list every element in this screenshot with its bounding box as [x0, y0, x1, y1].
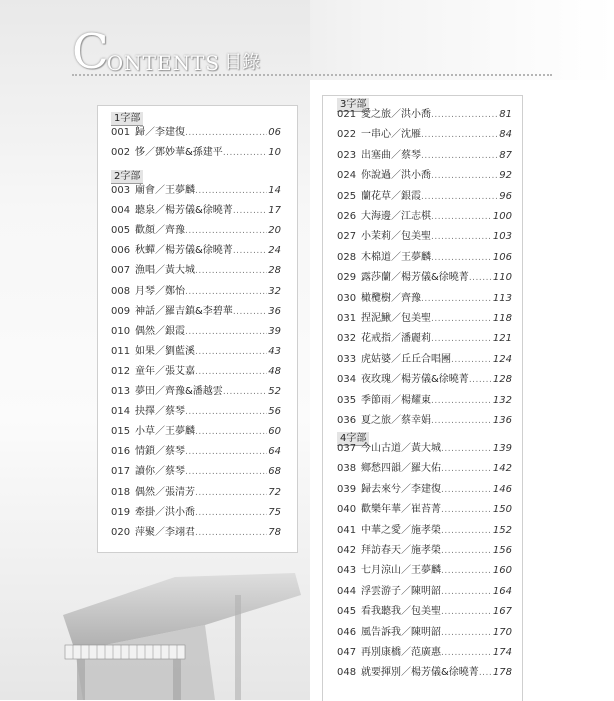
toc-entry[interactable]: [337, 312, 512, 326]
dot-leader: [223, 146, 267, 160]
toc-entry[interactable]: [337, 564, 512, 578]
entry-number: 014: [111, 406, 131, 418]
entry-page-number: 178: [492, 667, 512, 679]
entry-title: 木棉道／王夢麟: [361, 251, 431, 263]
toc-entry[interactable]: [111, 365, 281, 379]
title-divider: [72, 74, 552, 76]
dot-leader: [195, 264, 267, 278]
entry-title: 歸／李建復: [135, 127, 185, 138]
entry-number: 040: [337, 504, 357, 516]
toc-entry[interactable]: [337, 605, 512, 619]
section-label: 3字部: [337, 98, 369, 112]
piano-illustration: [55, 555, 305, 700]
entry-number: 024: [337, 170, 357, 182]
entry-page-number: 136: [492, 415, 512, 426]
entry-title: 廟會／王夢麟: [135, 185, 195, 196]
toc-entry[interactable]: [111, 204, 281, 218]
entry-title: 鄉愁四韻／羅大佑: [361, 463, 441, 475]
entry-number: 022: [337, 129, 357, 141]
entry-title: 漁唱／黃大城: [135, 265, 195, 277]
section-label: 2字部: [111, 170, 143, 184]
toc-entry[interactable]: [111, 305, 281, 319]
toc-entry[interactable]: [337, 108, 512, 122]
entry-number: 043: [337, 565, 357, 577]
toc-entry[interactable]: [111, 465, 281, 479]
entry-title: 小草／王夢麟: [135, 426, 195, 438]
dot-leader: [195, 345, 267, 359]
entry-page-number: 121: [492, 333, 512, 345]
toc-entry[interactable]: [337, 353, 512, 367]
dot-leader: [431, 414, 492, 428]
toc-entry[interactable]: [337, 544, 512, 558]
entry-page-number: 64: [268, 446, 281, 458]
entry-title: 露莎蘭／楊芳儀&徐曉菁: [361, 272, 469, 284]
dot-leader: [451, 353, 492, 367]
entry-number: 033: [337, 353, 357, 365]
entry-page-number: 150: [492, 504, 512, 516]
entry-page-number: 39: [268, 325, 281, 337]
page-title: [72, 24, 261, 80]
dot-leader: [195, 526, 267, 540]
dot-leader: [441, 626, 492, 640]
entry-page-number: 24: [268, 245, 281, 257]
toc-entry[interactable]: [111, 224, 281, 238]
entry-number: 019: [111, 506, 131, 518]
entry-number: 023: [337, 149, 357, 161]
title-letters: ONTENTS: [106, 51, 221, 75]
dot-leader: [185, 445, 267, 459]
entry-title: 萍聚／李翊君: [135, 526, 195, 538]
toc-entry[interactable]: [337, 210, 512, 224]
toc-entry[interactable]: [337, 169, 512, 183]
entry-number: 001: [111, 127, 131, 138]
entry-number: 048: [337, 667, 357, 679]
toc-entry[interactable]: [111, 506, 281, 520]
toc-entry[interactable]: [337, 230, 512, 244]
entry-page-number: 106: [492, 251, 512, 263]
entry-page-number: 100: [492, 211, 512, 222]
entry-number: 003: [111, 185, 131, 196]
entry-page-number: 10: [268, 147, 281, 159]
entry-page-number: 110: [492, 272, 512, 284]
dot-leader: [479, 666, 492, 680]
entry-page-number: 146: [492, 483, 512, 495]
entry-page-number: 32: [268, 285, 281, 297]
dot-leader: [233, 244, 267, 258]
entry-page-number: 132: [492, 394, 512, 406]
entry-number: 037: [337, 443, 357, 454]
entry-title: 小茉莉／包美聖: [361, 231, 431, 243]
entry-page-number: 36: [268, 305, 281, 317]
toc-entry[interactable]: [337, 394, 512, 408]
toc-entry[interactable]: [111, 126, 281, 140]
entry-page-number: 14: [268, 185, 281, 196]
toc-entry[interactable]: [337, 128, 512, 142]
entry-number: 036: [337, 415, 357, 426]
entry-page-number: 56: [268, 406, 281, 418]
dot-leader: [441, 462, 492, 476]
toc-entry[interactable]: [337, 585, 512, 599]
entry-page-number: 20: [268, 225, 281, 237]
entry-number: 026: [337, 211, 357, 222]
entry-title: 蘭花草／銀霞: [361, 190, 421, 202]
entry-title: 大海邊／江志棋: [361, 211, 431, 222]
entry-title: 牽掛／洪小喬: [135, 506, 195, 518]
entry-page-number: 43: [268, 345, 281, 357]
entry-title: 聽泉／楊芳儀&徐曉菁: [135, 205, 233, 217]
dot-leader: [469, 271, 492, 285]
title-initial: C: [72, 24, 109, 80]
dot-leader: [185, 465, 267, 479]
entry-title: 看我聽我／包美聖: [361, 606, 441, 618]
dot-leader: [441, 646, 492, 660]
entry-page-number: 142: [492, 463, 512, 475]
entry-page-number: 170: [492, 626, 512, 638]
entry-title: 歡樂年華／崔苔菁: [361, 504, 441, 516]
dot-leader: [441, 442, 492, 456]
entry-page-number: 156: [492, 545, 512, 556]
toc-entry[interactable]: [337, 332, 512, 346]
entry-number: 011: [111, 345, 131, 357]
entry-title: 愛之旅／洪小喬: [361, 109, 431, 120]
entry-number: 045: [337, 606, 357, 618]
entry-number: 044: [337, 585, 357, 597]
toc-entry[interactable]: [111, 244, 281, 258]
entry-number: 021: [337, 109, 357, 120]
entry-title: 橄欖樹／齊豫: [361, 292, 421, 304]
entry-page-number: 06: [268, 127, 281, 138]
entry-page-number: 87: [499, 149, 512, 161]
entry-title: 七月涼山／王夢麟: [361, 565, 441, 577]
entry-title: 季節雨／楊耀東: [361, 394, 431, 406]
entry-title: 再別康橋／范廣惠: [361, 647, 441, 658]
section-label: 1字部: [111, 112, 143, 126]
entry-page-number: 160: [492, 565, 512, 577]
dot-leader: [431, 210, 492, 224]
entry-title: 風告訴我／陳明韶: [361, 626, 441, 638]
entry-title: 拜訪春天／施孝榮: [361, 545, 441, 556]
dot-leader: [195, 506, 267, 520]
entry-page-number: 17: [268, 205, 281, 217]
dot-leader: [441, 524, 492, 538]
toc-entry[interactable]: [111, 425, 281, 439]
dot-leader: [469, 373, 492, 387]
entry-title: 今山古道／黃大城: [361, 443, 441, 454]
entry-title: 花戒指／潘麗莉: [361, 333, 431, 345]
entry-number: 006: [111, 245, 131, 257]
entry-number: 042: [337, 545, 357, 556]
dot-leader: [431, 332, 492, 346]
toc-entry[interactable]: [337, 666, 512, 680]
entry-page-number: 167: [492, 606, 512, 618]
entry-number: 038: [337, 463, 357, 475]
toc-entry[interactable]: [111, 486, 281, 500]
entry-title: 秋蟬／楊芳儀&徐曉菁: [135, 245, 233, 257]
dot-leader: [431, 169, 498, 183]
entry-number: 005: [111, 225, 131, 237]
entry-number: 041: [337, 524, 357, 536]
entry-number: 009: [111, 305, 131, 317]
entry-title: 歡顏／齊豫: [135, 225, 185, 237]
entry-title: 偶然／張清芳: [135, 486, 195, 498]
entry-title: 神話／羅吉鎮&李碧華: [135, 305, 233, 317]
entry-page-number: 48: [268, 365, 281, 377]
entry-page-number: 92: [499, 170, 512, 182]
dot-leader: [431, 108, 498, 122]
dot-leader: [233, 204, 267, 218]
entry-title: 偶然／銀霞: [135, 325, 185, 337]
entry-title: 抉擇／蔡琴: [135, 406, 185, 418]
dot-leader: [185, 325, 267, 339]
dot-leader: [441, 483, 492, 497]
entry-title: 出塞曲／蔡琴: [361, 149, 421, 161]
dot-leader: [431, 394, 492, 408]
dot-leader: [223, 385, 267, 399]
dot-leader: [233, 305, 267, 319]
entry-page-number: 81: [499, 109, 512, 120]
entry-number: 020: [111, 526, 131, 538]
toc-entry[interactable]: [111, 445, 281, 459]
entry-number: 032: [337, 333, 357, 345]
section-label: 4字部: [337, 432, 369, 446]
entry-title: 虎姑婆／丘丘合唱團: [361, 353, 451, 365]
dot-leader: [421, 149, 498, 163]
toc-entry[interactable]: [111, 325, 281, 339]
entry-number: 034: [337, 374, 357, 386]
entry-page-number: 75: [268, 506, 281, 518]
entry-title: 捏泥鰍／包美聖: [361, 313, 431, 324]
dot-leader: [441, 585, 492, 599]
entry-page-number: 118: [492, 313, 512, 324]
toc-entry[interactable]: [337, 414, 512, 428]
entry-number: 010: [111, 325, 131, 337]
entry-number: 035: [337, 394, 357, 406]
toc-entry[interactable]: [111, 405, 281, 419]
dot-leader: [185, 285, 267, 299]
dot-leader: [185, 224, 267, 238]
entry-title: 浮雲游子／陳明韶: [361, 585, 441, 597]
toc-entry[interactable]: [111, 526, 281, 540]
entry-number: 017: [111, 466, 131, 478]
entry-page-number: 84: [499, 129, 512, 141]
entry-page-number: 128: [492, 374, 512, 386]
toc-entry[interactable]: [337, 483, 512, 497]
toc-entry[interactable]: [111, 385, 281, 399]
dot-leader: [421, 128, 498, 142]
entry-title: 讀你／蔡琴: [135, 466, 185, 478]
dot-leader: [421, 190, 498, 204]
toc-entry[interactable]: [337, 626, 512, 640]
entry-number: 004: [111, 205, 131, 217]
entry-title: 恀／鄧妙華&孫建平: [135, 147, 223, 159]
entry-title: 中華之愛／施孝榮: [361, 524, 441, 536]
toc-entry[interactable]: [337, 462, 512, 476]
dot-leader: [441, 503, 492, 517]
entry-number: 027: [337, 231, 357, 243]
toc-entry[interactable]: [337, 292, 512, 306]
dot-leader: [195, 184, 267, 198]
entry-page-number: 60: [268, 426, 281, 438]
entry-title: 童年／張艾嘉: [135, 365, 195, 377]
entry-page-number: 78: [268, 526, 281, 538]
entry-page-number: 96: [499, 190, 512, 202]
entry-page-number: 72: [268, 486, 281, 498]
entry-number: 028: [337, 251, 357, 263]
entry-number: 007: [111, 265, 131, 277]
dot-leader: [195, 486, 267, 500]
toc-entry[interactable]: [337, 251, 512, 265]
toc-entry[interactable]: [337, 524, 512, 538]
entry-number: 039: [337, 483, 357, 495]
entry-number: 047: [337, 647, 357, 658]
entry-title: 歸去來兮／李建復: [361, 483, 441, 495]
entry-page-number: 68: [268, 466, 281, 478]
entry-page-number: 28: [268, 265, 281, 277]
entry-number: 013: [111, 386, 131, 397]
toc-entry[interactable]: [337, 149, 512, 163]
entry-number: 016: [111, 446, 131, 458]
dot-leader: [185, 405, 267, 419]
entry-title: 就要揮別／楊芳儀&徐曉菁: [361, 667, 479, 679]
toc-entry[interactable]: [337, 442, 512, 456]
toc-entry[interactable]: [337, 373, 512, 387]
dot-leader: [431, 251, 492, 265]
dot-leader: [195, 425, 267, 439]
entry-page-number: 174: [492, 647, 512, 658]
entry-number: 025: [337, 190, 357, 202]
entry-title: 情鎖／蔡琴: [135, 446, 185, 458]
entry-page-number: 52: [268, 386, 281, 397]
entry-page-number: 164: [492, 585, 512, 597]
entry-title: 夏之旅／蔡幸娟: [361, 415, 431, 426]
entry-number: 008: [111, 285, 131, 297]
entry-number: 012: [111, 365, 131, 377]
toc-entry[interactable]: [111, 184, 281, 198]
toc-entry[interactable]: [337, 190, 512, 204]
toc-entry[interactable]: [337, 271, 512, 285]
entry-page-number: 152: [492, 524, 512, 536]
dot-leader: [431, 312, 492, 326]
dot-leader: [441, 564, 492, 578]
entry-title: 夢田／齊豫&潘越雲: [135, 386, 223, 397]
entry-page-number: 103: [492, 231, 512, 243]
toc-entry[interactable]: [337, 503, 512, 517]
dot-leader: [441, 544, 492, 558]
entry-number: 015: [111, 426, 131, 438]
toc-entry[interactable]: [111, 264, 281, 278]
entry-number: 030: [337, 292, 357, 304]
toc-entry[interactable]: [111, 146, 281, 160]
toc-entry[interactable]: [337, 646, 512, 660]
entry-title: 你說過／洪小喬: [361, 170, 431, 182]
entry-title: 月琴／鄭怡: [135, 285, 185, 297]
entry-title: 如果／劉藍溪: [135, 345, 195, 357]
dot-leader: [195, 365, 267, 379]
entry-title: 夜玫瑰／楊芳儀&徐曉菁: [361, 374, 469, 386]
dot-leader: [421, 292, 492, 306]
entry-number: 031: [337, 313, 357, 324]
dot-leader: [431, 230, 492, 244]
entry-page-number: 124: [492, 353, 512, 365]
entry-title: 一串心／沈雁: [361, 129, 421, 141]
dot-leader: [185, 126, 267, 140]
toc-entry[interactable]: [111, 345, 281, 359]
entry-page-number: 113: [492, 292, 512, 304]
entry-number: 029: [337, 272, 357, 284]
entry-number: 002: [111, 147, 131, 159]
dot-leader: [441, 605, 492, 619]
toc-entry[interactable]: [111, 285, 281, 299]
entry-number: 018: [111, 486, 131, 498]
title-chinese: 目錄: [224, 52, 261, 73]
entry-page-number: 139: [492, 443, 512, 454]
entry-number: 046: [337, 626, 357, 638]
